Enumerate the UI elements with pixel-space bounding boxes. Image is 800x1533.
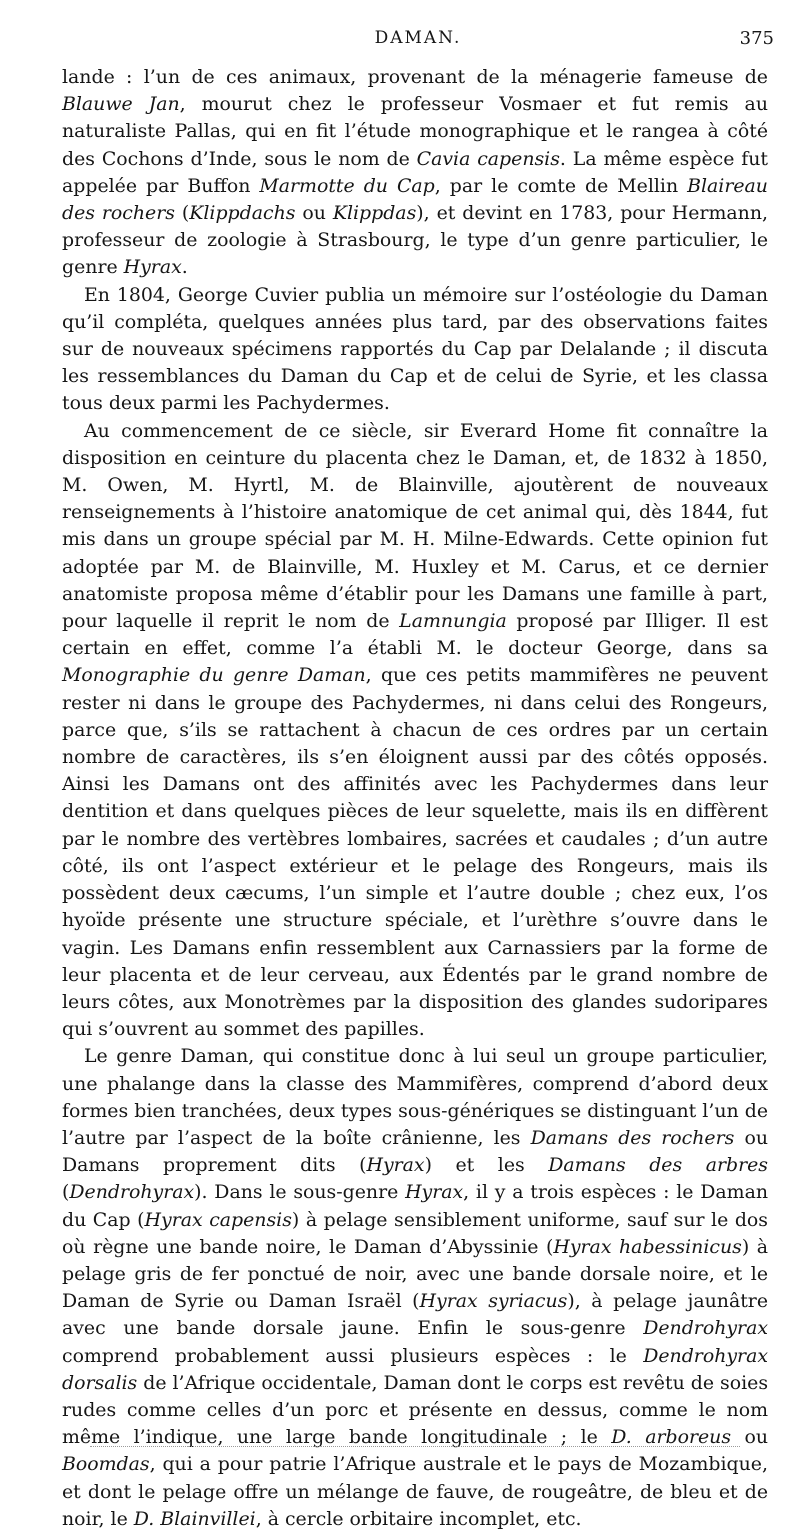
text-run: ), et devint en 1783, pour Hermann, professeur de zoologie à Strasbourg, le type d’un genre particulier, le genre xyxy=(62,202,768,279)
text-run: , mourut chez le professeur Vosmaer et fut remis au naturaliste Pallas, qui en fit l’étude monographique et le rangea à côté des Cochons d’Inde, sous le nom de xyxy=(62,93,768,170)
paragraph xyxy=(62,282,768,418)
text-run: . La même espèce fut appelée par Buffon xyxy=(62,147,768,197)
text-run: ). Dans le sous-genre xyxy=(194,1181,406,1204)
italic-term: Blaireau des rochers xyxy=(62,174,768,225)
italic-term: Hyrax habessinicus xyxy=(553,1235,742,1258)
page-number: 375 xyxy=(739,28,774,49)
italic-term: Damans des arbres xyxy=(548,1154,768,1177)
italic-term: Monographie du genre Daman xyxy=(62,664,366,687)
text-run: ), à pelage jaunâtre avec une bande dorsale jaune. Enfin le sous-genre xyxy=(62,1290,769,1340)
text-run: ou xyxy=(731,1426,769,1449)
text-run: , qui a pour patrie l’Afrique australe et le pays de Mozambique, et dont le pelage offre un mélange de fauve, de rougeâtre, de bleu et de noir, le xyxy=(62,1453,768,1530)
text-run: , à cercle orbitaire incomplet, etc. xyxy=(255,1507,582,1530)
text-run: ou Damans proprement dits ( xyxy=(62,1126,769,1177)
text-run: , que ces petits mammifères ne peuvent rester ni dans le groupe des Pachydermes, ni dans celui des Rongeurs, parce que, s’ils se rattachent à chacun de ces ordres par un certain nombre de caractères, ils s’en éloignent aussi par des côtés opposés. Ainsi les Damans ont des affinités avec les Pachydermes dans leur dentition et dans quelques pièces de leur squelette, mais ils en diffèrent par le nombre des vertèbres lombaires, sacrées et caudales ; d’un autre côté, ils ont l’aspect extérieur et le pelage des Rongeurs, mais ils possèdent deux cæcums, l’un simple et l’autre double ; chez eux, l’os hyoïde présente une structure spéciale, et l’urèthre s’ouvre dans le vagin. Les Damans enfin ressemblent aux Carnassiers par la forme de leur placenta et de leur cerveau, aux Édentés par le grand nombre de leurs côtes, aux Monotrèmes par la disposition des glandes sudoripares qui s’ouvrent au sommet des papilles. xyxy=(62,664,768,1041)
italic-term: Hyrax xyxy=(123,256,182,279)
text-run: proposé par Illiger. Il est certain en effet, comme l’a établi M. le docteur George, dans sa xyxy=(62,610,768,660)
running-head: DAMAN. xyxy=(374,28,462,48)
italic-term: Boomdas xyxy=(62,1453,150,1476)
paragraph xyxy=(62,1043,768,1533)
text-run: . xyxy=(181,256,188,279)
italic-term: Hyrax xyxy=(366,1154,425,1177)
text-run: comprend probablement aussi plusieurs espèces : le xyxy=(62,1344,644,1367)
italic-term: Dendrohyrax dorsalis xyxy=(62,1344,768,1394)
italic-term: D. Blainvillei xyxy=(133,1507,256,1530)
text-run: ( xyxy=(62,1181,70,1204)
italic-term: Damans des rochers xyxy=(530,1126,735,1149)
italic-term: Hyrax xyxy=(405,1181,464,1204)
text-run: Au commencement de ce siècle, sir Everard Home fit connaître la disposition en ceinture du placenta chez le Daman, et, de 1832 à 1850, M. Owen, M. Hyrtl, M. de Blainville, ajoutèrent de nouveaux renseignements à l’histoire anatomique de cet animal qui, dès 1844, fut mis dans un groupe spécial par M. H. Milne-Edwards. Cette opinion fut adoptée par M. de Blainville, M. Huxley et M. Carus, et ce dernier anatomiste proposa même d’établir pour les Damans une famille à part, pour laquelle il reprit le nom de xyxy=(62,419,768,633)
body-text xyxy=(62,64,768,1533)
text-run: Le genre Daman, qui constitue donc à lui seul un groupe particulier, une phalange dans la classe des Mammifères, comprend d’abord deux formes bien tranchées, deux types sous-génériques se distinguant l’un de l’autre par l’aspect de la boîte crânienne, les xyxy=(62,1045,768,1149)
text-run: lande : l’un de ces animaux, provenant de la ménagerie fameuse de xyxy=(62,66,768,88)
text-run: En 1804, George Cuvier publia un mémoire sur l’ostéologie du Daman qu’il compléta, quelques années plus tard, par des observations faites sur de nouveaux spécimens rapportés du Cap par Delalande ; il discuta les ressemblances du Daman du Cap et de celui de Syrie, et les classa tous deux parmi les Pachydermes. xyxy=(62,283,768,415)
italic-term: Hyrax syriacus xyxy=(419,1290,568,1313)
italic-term: Klippdas xyxy=(332,202,417,225)
page-header xyxy=(62,28,774,58)
footer-rule xyxy=(90,1446,740,1447)
text-run: de l’Afrique occidentale, Daman dont le corps est revêtu de soies rudes comme celles d’un porc et présente en dessus, comme le nom même l’indique, une large bande longitudinale ; le xyxy=(62,1371,769,1449)
italic-term: Blauwe Jan xyxy=(62,93,180,116)
text-run: ) à pelage sensiblement uniforme, sauf sur le dos où règne une bande noire, le Daman d’Abyssinie ( xyxy=(62,1208,768,1258)
italic-term: D. arboreus xyxy=(611,1426,732,1449)
italic-term: Marmotte du Cap xyxy=(259,174,435,197)
italic-term: Dendrohyrax xyxy=(69,1181,195,1204)
text-run: , par le comte de Mellin xyxy=(434,174,688,197)
text-run: ) à pelage gris de fer ponctué de noir, avec une bande dorsale noire, et le Daman de Syrie ou Daman Israël ( xyxy=(62,1235,768,1313)
paragraph xyxy=(62,64,768,282)
italic-term: Lamnungia xyxy=(399,610,507,633)
text-run: ) et les xyxy=(424,1154,549,1177)
italic-term: Hyrax capensis xyxy=(144,1208,292,1231)
text-run: ou xyxy=(295,202,333,225)
paragraph xyxy=(62,418,768,1044)
italic-term: Dendrohyrax xyxy=(643,1317,768,1340)
italic-term: Klippdachs xyxy=(189,202,296,225)
italic-term: Cavia capensis xyxy=(416,147,560,170)
text-run: , il y a trois espèces : le Daman du Cap ( xyxy=(62,1181,768,1231)
text-run: ( xyxy=(174,202,190,225)
